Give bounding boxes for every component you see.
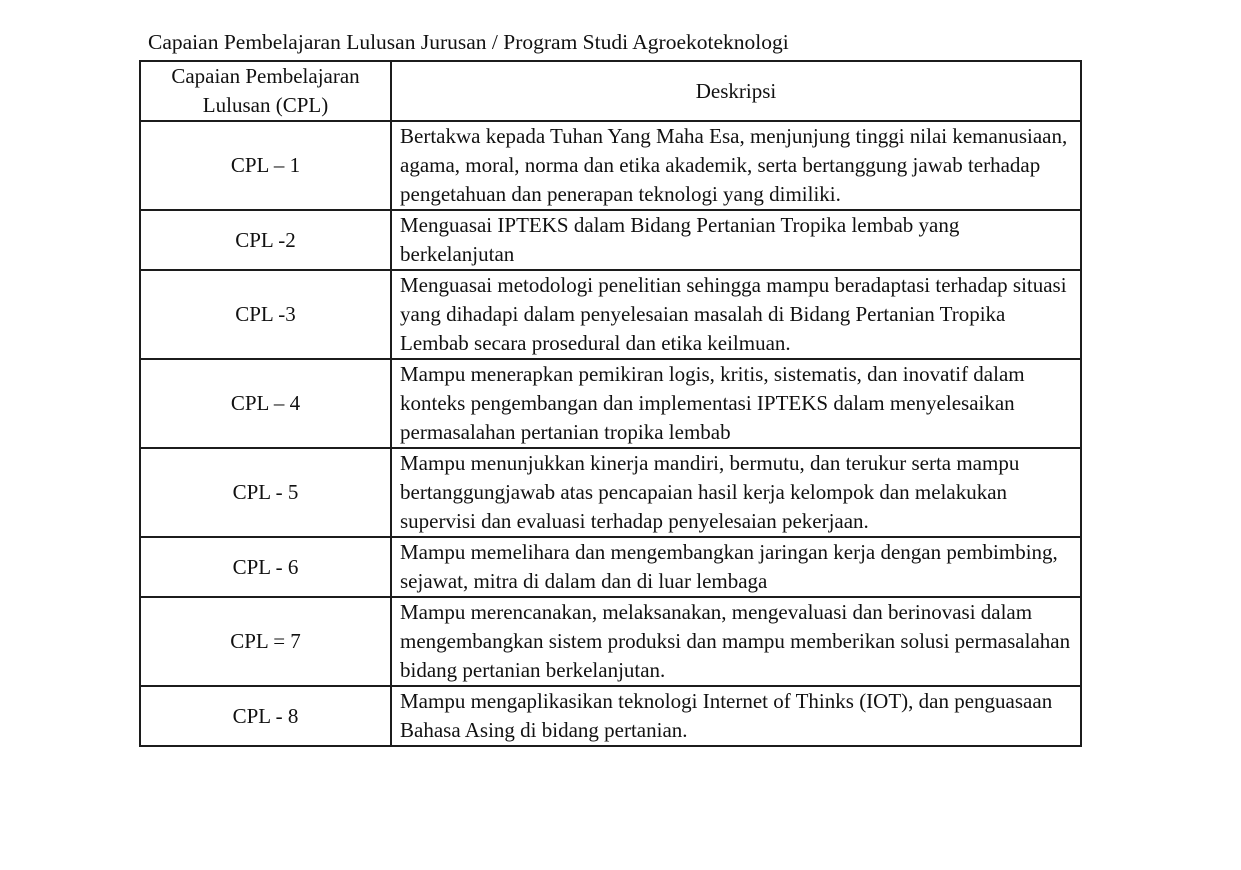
description-cell: Mampu menerapkan pemikiran logis, kritis, sistematis, dan inovatif dalam konteks pengembangan dan implementasi IPTEKS dalam menyelesaikan permasalahan pertanian tropika lembab: [391, 359, 1081, 448]
document-page: [139, 28, 1080, 747]
description-cell: Mampu memelihara dan mengembangkan jaringan kerja dengan pembimbing, sejawat, mitra di dalam dan di luar lembaga: [391, 537, 1081, 597]
table-row: [140, 359, 1081, 448]
description-cell: Mampu menunjukkan kinerja mandiri, bermutu, dan terukur serta mampu bertanggungjawab atas pencapaian hasil kerja kelompok dan melakukan supervisi dan evaluasi terhadap penyelesaian pekerjaan.: [391, 448, 1081, 537]
description-cell: Menguasai metodologi penelitian sehingga mampu beradaptasi terhadap situasi yang dihadapi dalam penyelesaian masalah di Bidang Pertanian Tropika Lembab secara prosedural dan etika keilmuan.: [391, 270, 1081, 359]
table-row: [140, 448, 1081, 537]
table-row: [140, 210, 1081, 270]
cpl-code-cell: CPL - 8: [140, 686, 391, 746]
table-row: [140, 270, 1081, 359]
cpl-table: [139, 60, 1082, 747]
page-title: Capaian Pembelajaran Lulusan Jurusan / Program Studi Agroekoteknologi: [148, 30, 789, 54]
cpl-code-cell: CPL = 7: [140, 597, 391, 686]
cpl-code-cell: CPL -3: [140, 270, 391, 359]
cpl-code-cell: CPL – 1: [140, 121, 391, 210]
table-row: [140, 537, 1081, 597]
table-header-row: [140, 61, 1081, 121]
column-header-deskripsi: Deskripsi: [391, 61, 1081, 121]
cpl-code-cell: CPL -2: [140, 210, 391, 270]
column-header-cpl: Capaian Pembelajaran Lulusan (CPL): [140, 61, 391, 121]
table-row: [140, 597, 1081, 686]
description-cell: Mampu merencanakan, melaksanakan, mengevaluasi dan berinovasi dalam mengembangkan sistem produksi dan mampu memberikan solusi permasalahan bidang pertanian berkelanjutan.: [391, 597, 1081, 686]
description-cell: Menguasai IPTEKS dalam Bidang Pertanian Tropika lembab yang berkelanjutan: [391, 210, 1081, 270]
cpl-code-cell: CPL – 4: [140, 359, 391, 448]
table-row: [140, 121, 1081, 210]
description-cell: Bertakwa kepada Tuhan Yang Maha Esa, menjunjung tinggi nilai kemanusiaan, agama, moral, norma dan etika akademik, serta bertanggung jawab terhadap pengetahuan dan penerapan teknologi yang dimiliki.: [391, 121, 1081, 210]
description-cell: Mampu mengaplikasikan teknologi Internet of Thinks (IOT), dan penguasaan Bahasa Asing di bidang pertanian.: [391, 686, 1081, 746]
table-row: [140, 686, 1081, 746]
cpl-code-cell: CPL - 6: [140, 537, 391, 597]
cpl-code-cell: CPL - 5: [140, 448, 391, 537]
